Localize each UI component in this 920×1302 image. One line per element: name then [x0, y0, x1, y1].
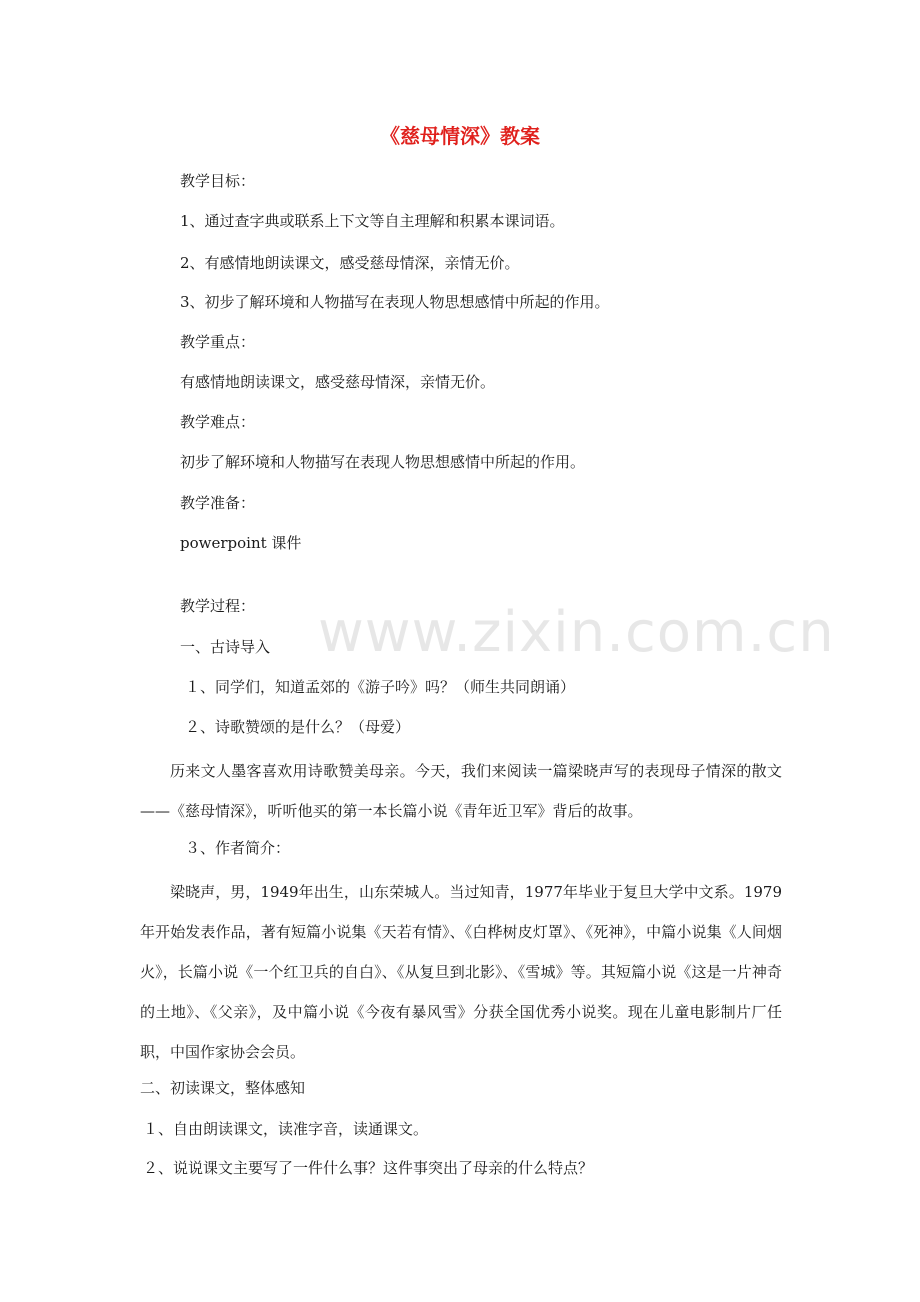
objectives-heading: 教学目标：: [180, 172, 256, 190]
objective-item: 3、初步了解环境和人物描写在表现人物思想感情中所起的作用。: [180, 293, 610, 311]
process-heading: 教学过程：: [180, 597, 256, 615]
author-paragraph: 梁晓声，男，1949年出生，山东荣城人。当过知青，1977年毕业于复旦大学中文系。1979年开始发表作品，著有短篇小说集《天若有情》、《白桦树皮灯罩》、《死神》，中篇小说集《人间烟火》，长篇小说《一个红卫兵的自白》、《从复旦到北影》、《雪城》等。其短篇小说《这是一片神奇的土地》、《父亲》，及中篇小说《今夜有暴风雪》分获全国优秀小说奖。现在儿童电影制片厂任职，中国作家协会会员。: [140, 883, 782, 1061]
section-item: １、同学们，知道孟郊的《游子吟》吗？（师生共同朗诵）: [185, 678, 576, 696]
section-item: １、自由朗读课文，读准字音，读通课文。: [143, 1120, 429, 1138]
document-title: 《慈母情深》教案: [380, 124, 540, 148]
key-text: 有感情地朗读课文，感受慈母情深，亲情无价。: [180, 373, 496, 391]
objective-item: 2、有感情地朗读课文，感受慈母情深，亲情无价。: [180, 254, 520, 272]
section-heading: 一、古诗导入: [180, 638, 271, 656]
section-item: ３、作者简介：: [185, 839, 291, 857]
prep-text: powerpoint 课件: [180, 534, 302, 552]
key-heading: 教学重点：: [180, 333, 256, 351]
difficulty-heading: 教学难点：: [180, 413, 256, 431]
section-item: ２、说说课文主要写了一件什么事？这件事突出了母亲的什么特点？: [143, 1159, 594, 1177]
prep-heading: 教学准备：: [180, 494, 256, 512]
objective-item: 1、通过查字典或联系上下文等自主理解和积累本课词语。: [180, 212, 565, 230]
section-heading: 二、初读课文，整体感知: [140, 1079, 306, 1097]
watermark: www.zixin.com.cn: [318, 600, 835, 665]
section-item: ２、诗歌赞颂的是什么？（母爱）: [185, 718, 411, 736]
intro-paragraph: 历来文人墨客喜欢用诗歌赞美母亲。今天，我们来阅读一篇梁晓声写的表现母子情深的散文——《慈母情深》，听听他买的第一本长篇小说《青年近卫军》背后的故事。: [140, 762, 782, 820]
difficulty-text: 初步了解环境和人物描写在表现人物思想感情中所起的作用。: [180, 453, 586, 471]
